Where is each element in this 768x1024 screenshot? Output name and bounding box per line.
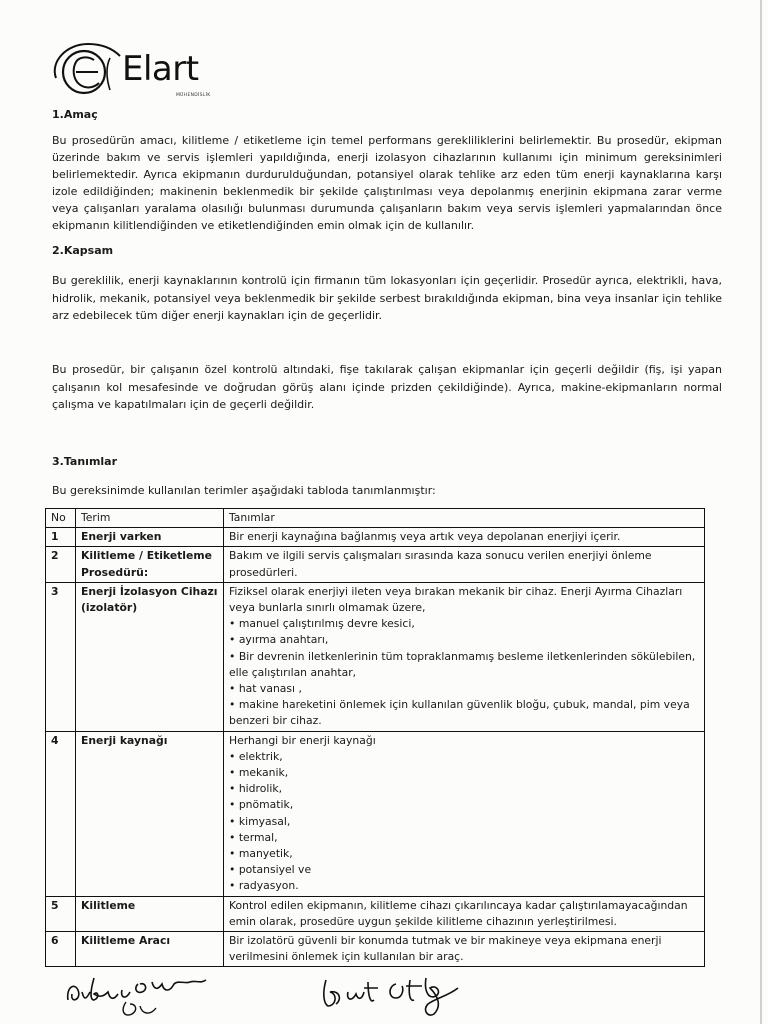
list-item: • manyetik, — [229, 846, 699, 862]
row-no: 6 — [46, 932, 76, 967]
row-term: Kilitleme — [76, 896, 224, 931]
list-item: • hat vanası , — [229, 681, 699, 697]
elart-logo — [48, 38, 228, 102]
row-no: 4 — [46, 731, 76, 896]
logo-wordmark: Elart — [122, 49, 199, 89]
section-heading-kapsam: 2.Kapsam — [52, 244, 114, 257]
table-row — [46, 547, 705, 582]
list-item: • mekanik, — [229, 765, 699, 781]
logo-subtitle: MÜHENDİSLİK — [176, 93, 211, 98]
row-definition-cell — [224, 731, 705, 896]
list-item: • radyasyon. — [229, 878, 699, 894]
table-row — [46, 528, 705, 547]
header-term: Terim — [76, 509, 224, 528]
header-no: No — [46, 509, 76, 528]
header-definition: Tanımlar — [224, 509, 705, 528]
table-row — [46, 932, 705, 967]
row-definition: Bakım ve ilgili servis çalışmaları sırasında kaza sonucu verilen enerjiyi önleme prosedürleri. — [224, 547, 705, 582]
section-text-amac: Bu prosedürün amacı, kilitleme / etiketleme için temel performans gerekliliklerini belirlemektir. Bu prosedür, ekipman üzerinde bakım ve servis işlemleri yapıldığında, enerji izolasyon cihazlarının kullanımı için minimum gereksinimleri belirlemektedir. Ayrıca ekipmanın durdurulduğundan, potansiyel olarak tehlike arz eden tüm enerji kaynaklarına karşı izole edildiğinden; makinenin beklenmedik bir şekilde çalıştırılması veya depolanmış enerjinin ekipmana zarar verme veya çalışanları yaralama olasılığı bulunması durumunda çalışanların bakım veya servis işlemleri yapmalarından önce ekipmanın kilitlendiğinden ve etiketlendiğinden emin olmak için de kullanılır. — [52, 134, 722, 232]
row-definition: Bir enerji kaynağına bağlanmış veya artık veya depolanan enerjiyi içerir. — [224, 528, 705, 547]
row-definition: Kontrol edilen ekipmanın, kilitleme cihazı çıkarılıncaya kadar çalıştırılamayacağından emin olarak, prosedüre uygun şekilde kilitleme cihazının yerleştirilmesi. — [224, 896, 705, 931]
list-item: • manuel çalıştırılmış devre kesici, — [229, 616, 699, 632]
section-heading-amac: 1.Amaç — [52, 108, 98, 121]
row-term: Kilitleme / Etiketleme Prosedürü: — [76, 547, 224, 582]
signature-right — [318, 970, 478, 1020]
definition-bullet-list — [229, 749, 699, 895]
table-row — [46, 731, 705, 896]
row-definition-cell — [224, 582, 705, 731]
definitions-table — [45, 508, 705, 967]
row-term: Enerji kaynağı — [76, 731, 224, 896]
row-definition: Bir izolatörü güvenli bir konumda tutmak ve bir makineye veya ekipmana enerji verilmesini önlemek için kullanılan bir araç. — [224, 932, 705, 967]
row-term: Enerji İzolasyon Cihazı (izolatör) — [76, 582, 224, 731]
page-edge — [760, 0, 762, 1024]
signature-left — [60, 970, 220, 1020]
section-text-kapsam-1: Bu gereklilik, enerji kaynaklarının kontrolü için firmanın tüm lokasyonları için geçerlidir. Prosedür ayrıca, elektrikli, hava, hidrolik, mekanik, potansiyel veya beklenmedik bir şekilde serbest bırakıldığında ekipman, bina veya insanlar için tehlike arz edebilecek tüm diğer enerji kaynakları için de geçerlidir. — [52, 274, 722, 322]
list-item: • ayırma anahtarı, — [229, 632, 699, 648]
section-text-tanimlar-intro: Bu gereksinimde kullanılan terimler aşağıdaki tabloda tanımlanmıştır: — [52, 484, 436, 497]
row-term: Kilitleme Aracı — [76, 932, 224, 967]
table-row — [46, 896, 705, 931]
list-item: • Bir devrenin iletkenlerinin tüm topraklanmamış besleme iletkenlerinden sökülebilen, elle çalıştırılan anahtar, — [229, 649, 699, 681]
row-no: 5 — [46, 896, 76, 931]
list-item: • elektrik, — [229, 749, 699, 765]
table-row — [46, 582, 705, 731]
list-item: • pnömatik, — [229, 797, 699, 813]
list-item: • potansiyel ve — [229, 862, 699, 878]
row-definition: Fiziksel olarak enerjiyi ileten veya bırakan mekanik bir cihaz. Enerji Ayırma Cihazları veya bunlarla sınırlı olmamak üzere, — [229, 584, 683, 615]
row-definition: Herhangi bir enerji kaynağı — [229, 733, 376, 747]
list-item: • makine hareketini önlemek için kullanılan güvenlik bloğu, çubuk, mandal, pim veya benzeri bir cihaz. — [229, 697, 699, 729]
section-heading-tanimlar: 3.Tanımlar — [52, 455, 118, 468]
list-item: • termal, — [229, 830, 699, 846]
section-text-kapsam-2: Bu prosedür, bir çalışanın özel kontrolü altındaki, fişe takılarak çalışan ekipmanlar için geçerli değildir (fiş, işi yapan çalışanın kol mesafesinde ve doğrudan görüş alanı içinde prizden çekildiğinde). Ayrıca, makine-ekipmanların normal çalışma ve kapatılmaları için de geçerli değildir. — [52, 363, 722, 411]
row-term: Enerji varken — [76, 528, 224, 547]
row-no: 2 — [46, 547, 76, 582]
row-no: 3 — [46, 582, 76, 731]
definition-bullet-list — [229, 616, 699, 729]
list-item: • kimyasal, — [229, 814, 699, 830]
list-item: • hidrolik, — [229, 781, 699, 797]
row-no: 1 — [46, 528, 76, 547]
table-header-row — [46, 509, 705, 528]
